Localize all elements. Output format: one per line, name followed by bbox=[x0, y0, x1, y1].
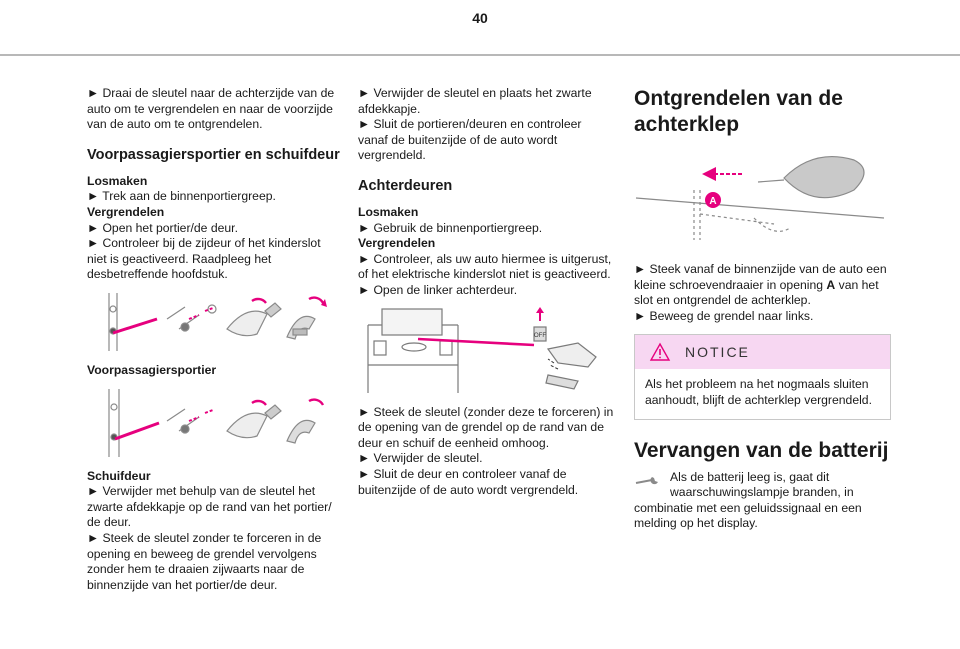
sliding-step-1: ► Verwijder met behulp van de sleutel het zwarte afdekkapje op de rand van het portier/ de deur. bbox=[87, 484, 332, 530]
notice-text: Als het probleem na het nogmaals sluiten aanhoudt, blijft de achterklep vergrendeld. bbox=[645, 377, 872, 407]
warning-triangle-icon bbox=[649, 342, 671, 362]
notice-box bbox=[634, 334, 891, 419]
opening-a-ref: A bbox=[826, 277, 836, 292]
tailgate-step-2: ► Beweeg de grendel naar links. bbox=[634, 308, 814, 323]
column-left bbox=[87, 86, 342, 593]
figure-caption-front-door: Voorpassagiersportier bbox=[87, 362, 217, 377]
rear-door-lock-illustration bbox=[358, 305, 614, 397]
tailgate-step-1 bbox=[634, 262, 892, 309]
unlock-label: Losmaken bbox=[87, 173, 148, 188]
battery-text-first: Als de batterij leeg is, gaat dit waarschuwingslampje branden, in bbox=[670, 469, 854, 500]
sliding-step-2: ► Steek de sleutel zonder te forceren in de opening en beweeg de grendel vervolgens zonder hem te draaien zijwaarts naar de binnenzijde van het portier/de deur. bbox=[87, 530, 322, 592]
notice-title: NOTICE bbox=[685, 343, 750, 360]
header-rule bbox=[0, 54, 960, 56]
battery-paragraph bbox=[634, 470, 892, 501]
rear-unlock-label: Losmaken bbox=[358, 204, 419, 219]
rear-step-remove-key: ► Verwijder de sleutel. bbox=[358, 451, 483, 466]
tailgate-release-illustration bbox=[634, 144, 892, 254]
unlock-step: ► Trek aan de binnenportiergreep. bbox=[87, 189, 276, 204]
column-middle bbox=[358, 86, 614, 498]
lock-step-1: ► Open het portier/de deur. bbox=[87, 220, 238, 235]
off-switch-label: OFF bbox=[534, 332, 546, 339]
section-heading-battery: Vervangen van de batterij bbox=[634, 438, 889, 462]
lock-step-2: ► Controleer bij de zijdeur of het kinderslot niet is geactiveerd. Raadpleeg het desbetreffende hoofdstuk. bbox=[87, 236, 321, 282]
front-door-lock-illustration bbox=[87, 289, 337, 355]
battery-text-rest: combinatie met een geluidssignaal en een melding op het display. bbox=[634, 500, 862, 531]
column-right bbox=[634, 86, 892, 532]
notice-header bbox=[635, 335, 890, 369]
rear-lock-label: Vergrendelen bbox=[358, 236, 436, 251]
sliding-door-lock-illustration bbox=[87, 385, 337, 461]
step-close-doors: ► Sluit de portieren/deuren en controleer vanaf de buitenzijde of de auto wordt vergrendeld. bbox=[358, 117, 582, 163]
rear-step-insert-key: ► Steek de sleutel (zonder deze te forceren) in de opening van de grendel op de rand van de deur en schuif de eenheid omhoog. bbox=[358, 404, 614, 450]
intro-text: ► Draai de sleutel naar de achterzijde van de auto om te vergrendelen en naar de voorzijde van de auto om te ontgrendelen. bbox=[87, 86, 335, 132]
rear-unlock-step: ► Gebruik de binnenportiergreep. bbox=[358, 220, 543, 235]
rear-lock-step-1: ► Controleer, als uw auto hiermee is uitgerust, of het elektrische kinderslot niet is geactiveerd. bbox=[358, 251, 612, 282]
page-number: 40 bbox=[472, 10, 488, 26]
section-heading-front-passenger: Voorpassagiersportier en schuifdeur bbox=[87, 146, 340, 163]
rear-step-close-door: ► Sluit de deur en controleer vanaf de buitenzijde of de auto wordt vergrendeld. bbox=[358, 466, 579, 497]
step-remove-key: ► Verwijder de sleutel en plaats het zwarte afdekkapje. bbox=[358, 86, 592, 116]
opening-marker-label: A bbox=[709, 196, 717, 207]
lock-label: Vergrendelen bbox=[87, 204, 165, 219]
section-heading-rear-doors: Achterdeuren bbox=[358, 177, 453, 194]
tailgate-step-1-pre: ► Steek vanaf de binnenzijde van de auto een kleine schroevendraaier in opening bbox=[634, 262, 887, 292]
rear-lock-step-2: ► Open de linker achterdeur. bbox=[358, 282, 518, 297]
sliding-door-label: Schuifdeur bbox=[87, 468, 151, 483]
tailgate-step-1-post: van het slot en ontgrendel de achterklep. bbox=[634, 277, 879, 308]
section-heading-tailgate: Ontgrendelen van de achterklep bbox=[634, 87, 843, 136]
wrench-icon bbox=[634, 474, 662, 488]
